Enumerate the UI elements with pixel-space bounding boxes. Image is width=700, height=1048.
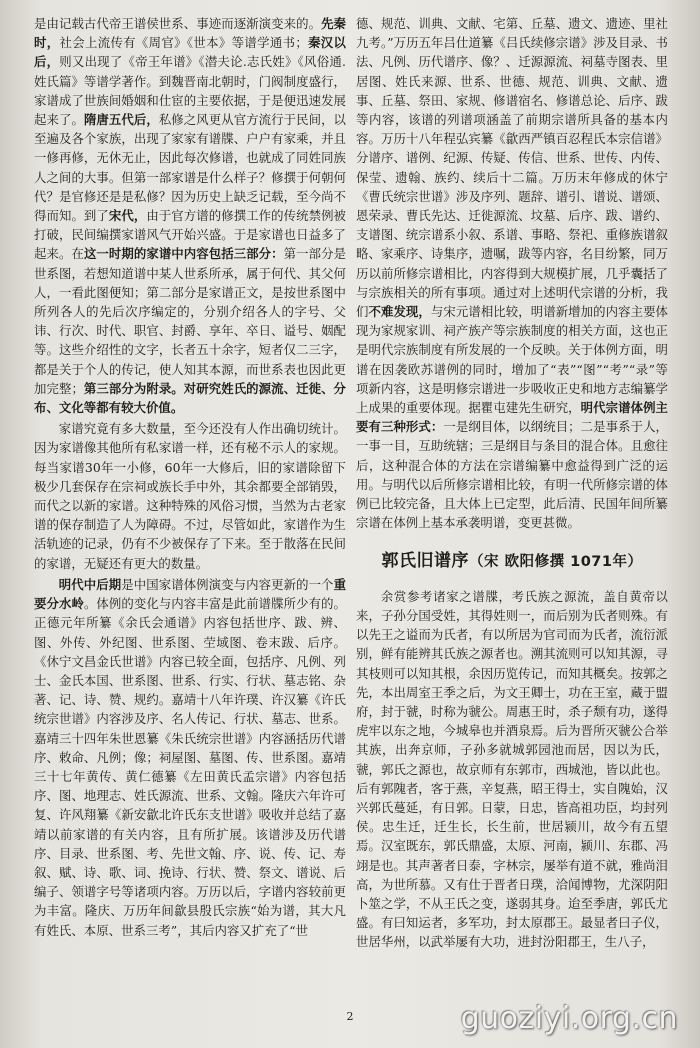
text-run: 是由记载古代帝王谱侯世系、事迹而逐渐演变来的。 [34,16,322,31]
text-run: 社会上流传有《周官》《世本》等谱学通书； [59,35,308,51]
page-number: 2 [346,1010,354,1023]
bold-run: 明代中后期 [58,576,122,592]
bold-run: 重要分水岭 [34,576,347,612]
bold-run: 不难发现， [368,304,431,320]
text-run: 由于官方谱的修撰工作的传统禁例被打破，民间编撰家谱风气开始兴盛。于是家谱也日益多了起来。在 [34,208,346,262]
left-paragraph-2: 家谱究竟有多大数量，至今还没有人作出确切统计。因为家谱像其他所有私家谱一样，还有秘不示人的家规。每当家谱30年一小修，60年一大修后，旧的家谱除留下极少几套保存在宗祠或族长手中外，其余都要全部销毁，而代之以新的家谱。这种特殊的风俗习惯，当然为古老家谱的保存制造了人为障碍。不过，尽管如此，家谱作为生活轨迹的记录，仍有不少被保存了下来。至于散落在民间的家谱，无疑还有更大的数量。 [34,421,346,571]
right-column [356,14,668,952]
text-run: 与宋元谱相比较，明谱新增加的内容主要体现为家规家训、祠产族产等宗族制度的相关方面，这也正是明代宗族制度有所发展的一个反映。关于体例方面，明谱在因袭欧苏谱例的同时，增加了“表”“图”“考”“录”等项新内容，这是明修宗谱进一步吸收正史和地方志编纂学上成果的重要体现。据瞿屯建先生研究， [356,304,668,416]
left-column [34,14,346,940]
section-title [356,552,668,572]
bold-run: 这一时期的家谱中内容包括三部分： [83,246,284,262]
section-title-author: （宋 欧阳修撰 1071年） [469,554,643,571]
text-run: 则又出现了《帝王年谱》《潜夫论.志氏姓》《风俗通.姓氏篇》等谱学著作。到魏晋南北朝时，门阀制度盛行，家谱成了世族间婚姻和仕宦的主要依据，于是便迅速发展起来了。 [34,54,346,128]
right-paragraph-1 [356,14,668,532]
bold-run: 明代宗谱体例主要有三种形式： [356,400,668,435]
text-run: 私修之风更从官方流行于民间，以至遍及各个家族，出现了家家有谱牒、户户有家乘，并且一修再修，无休无止，因此每次修谱，也就成了同姓同族人之间的大事。但第一部家谱是什么样子？修撰于何朝何代？是官修还是是私修？因为历史上缺乏记载，至今尚不得而知。到了 [34,112,347,224]
bold-run: 先秦时， [34,16,346,51]
site-watermark: guoziyi.org.cn [460,1001,678,1036]
bold-run: 秦汉以后， [34,35,346,70]
right-paragraph-2: 余赏参考诸家之谱牒，考氏族之源流，盖自黄帝以来，子孙分国受姓，其得姓则一，而后别为氏者则殊。有以先王之谥而为氏者，有以所居为官司而为氏者，流衍派别，鲜有能辨其氏族之源者也。溯其流则可以知其源，寻其枝则可以知其根，余因历览传记，而知其概矣。按郭之先，本出周室王季之后，为文王卿士，功在王室，藏于盟府，封于虢，时称为虢公。周惠王时，杀子颓有功，遂得虎牢以东之地，今城皋也并酒泉焉。后为晋所灭虢公合举其族，出奔京师，子孙多就城郭园池而居，因以为氏，虢，郭氏之源也，故京师有东郭市，西城池，皆以此也。后有郭隗者，客于燕，辛复燕，昭王得士，实自隗始，汉兴郭氏蔓延，有日郭。日蒙，日忠，皆高祖功臣，均封列侯。忠生迁，迁生长，长生前，世居颍川，故今有五望焉。汉室既东，郭氏鼎盛，太原、河南，颍川、东郡、冯翊是也。其声著者日泰，字林宗，屡举有道不就，雅尚泪高，为世所慕。又有仕于晋者日璞，洽闻博物，尤深阴阳卜筮之学，不从王氏之变，遂弱其身。迨至季唐，郭氏尤盛。有曰知运者，多军功，封太原郡王。最显者曰子仪，世居华州，以武举屡有大功，进封汾阳郡王，生八子， [356,588,668,950]
bold-run: 第三部分为附录。对研究姓氏的源流、迁徙、分布、文化等都有较大价值。 [34,380,346,416]
text-run: 一是纲目体，以纲统目；二是事系于人，一事一目，互助统辖；三是纲目与条目的混合体。且愈往后，这种混合体的方法在宗谱编纂中愈益得到广泛的运用。与明代以后所修宗谱相比较，有明一代所修宗谱的体例已比较完备，且大体上已定型，此后清、民国年间所纂宗谱在体例上基本承袭明谱，变更甚微。 [356,419,668,531]
text-run: 德、规范、训典、文献、宅第、丘墓、遗文、遗迹、里社九考。”万历五年吕仕道纂《吕氏续修宗谱》涉及目录、书法、凡例、历代谱序、像？、迁源源流、祠墓寺图表、里居图、姓氏来源、世系、世德、规范、训典、文献、遗事、丘墓、祭田、家规、修谱宿名、修谱总论、后序、跋等内容，该谱的列谱项涵盖了前期宗谱所具备的基本内容。万历十八年程弘宾纂《歙西严镇百忍程氏本宗信谱》分谱序、谱例、纪源、传疑、传信、世系、世传、内传、保莹、遗翰、族约、续后十二篇。万历末年修成的休宁《曹氏统宗世谱》涉及序列、题辞、谱引、谱说、谱颂、恩荣录、曹氏先达、迁徙源流、坟墓、后序、跋、谱约、支谱图、统宗谱系小叙、系谱、事略、祭祀、重修族谱叙略、家乘序、诗集序，遗嘱，跋等内容，名目纷繁，同万历以前所修宗谱相比，内容得到大规模扩展，几乎囊括了与宗族相关的所有事项。通过对上述明代宗谱的分析，我们 [356,16,668,320]
text-run: 。体例的变化与内容丰富是此前谱牒所少有的。正德元年所纂《余氏会通谱》内容包括世序、跋、辨、图、外传、外纪图、世系图、茔域图、卷末跋、后序。《休宁文昌金氏世谱》内容已较全面，包括序、凡例、列士、金氏本国、世系图、世系、行实、行状、墓志铭、杂著、记、诗、赞、规约。嘉靖十八年许璞、许汉纂《许氏统宗世谱》内容涉及序、名人传记、行状、墓志、世系。嘉靖三十四年朱世恩纂《朱氏统宗世谱》内容涵括历代谱序、敕命、凡例；像；祠屋图、墓图、传、世系图。嘉靖三十七年黄传、黄仁德纂《左田黄氏孟宗谱》内容包括序、图、地理志、姓氏源流、世系、文翰。隆庆六年许可复、许风翔纂《新安歙北许氏东支世谱》吸收并总结了嘉靖以前家谱的有关内容，且有所扩展。该谱涉及历代谱序、目录、世系图、考、先世文翰、序、说、传、记、寿叙、赋、诗、歌、词、挽诗、行状、赞、祭文、谱说、后编子、领谱字号等诸项内容。万历以后，字谱内容较前更为丰富。隆庆、万历年间歙县殷氏宗族“始为谱，其大凡有姓氏、本原、世系三考”，其后内容又扩充了“世 [34,596,346,938]
section-title-main: 郭氏旧谱序 [381,551,470,572]
bold-run: 隋唐五代后， [83,112,159,128]
text-run: 是中国家谱体例演变与内容更新的一个 [121,576,334,592]
bold-run: 宋代， [108,208,147,224]
text-run: 第一部分是世系图，若想知道谱中某人世系所承，属于何代、其父何人，一看此图便知；第二部分是家谱正文，是按世系图中所列各人的先后次序编定的，分别介绍各人的字号、父讳、行次、时代、职官、封爵、享年、卒日、谥号、姻配等。这些介绍性的文字，长者五十余字，短者仅二三字，都是关于个人的传记，使人知其本源，而世系表也因此更加完整； [34,246,347,396]
left-paragraph-3 [34,575,346,940]
left-paragraph-1 [34,14,346,417]
